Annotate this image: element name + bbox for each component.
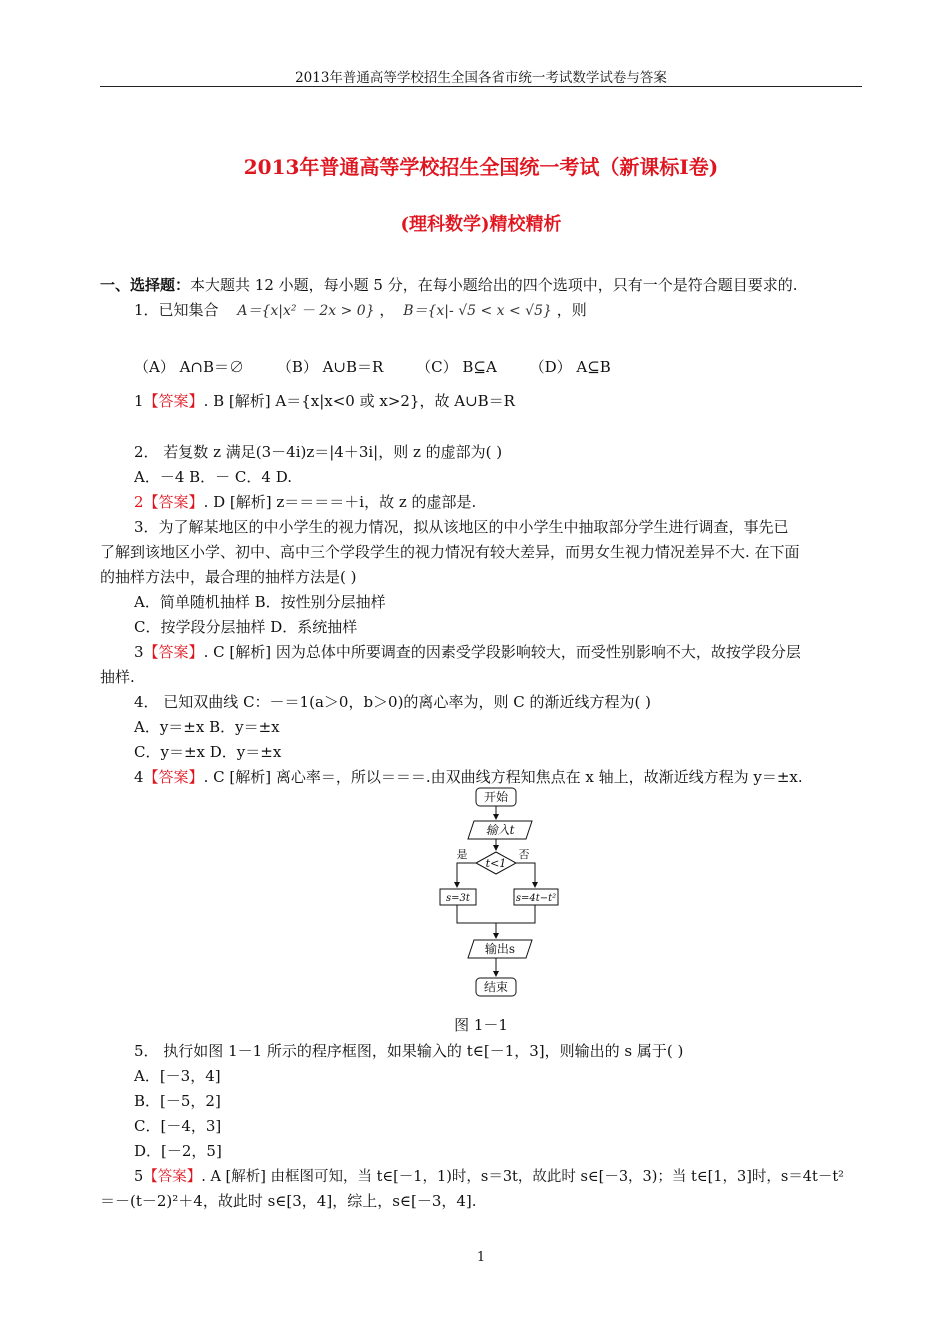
q1-option-c: （C） B⊆A (416, 358, 497, 376)
q3-options-2: C．按学段分层抽样 D．系统抽样 (134, 618, 358, 636)
q5-option-b: B．[－5，2] (134, 1092, 221, 1110)
q3-answer-cont: 抽样. (100, 668, 135, 686)
q1-option-d: （D） A⊆B (529, 358, 611, 376)
q1-answer (134, 390, 515, 411)
q5-answer-tag: 【答案】 (143, 1169, 202, 1185)
flow-left-label: s=3t (446, 893, 470, 904)
q1-answer-text: . B [解析] A＝{x|x<0 或 x>2}，故 A∪B＝R (203, 392, 515, 410)
q4-answer-tag: 【答案】 (143, 768, 204, 786)
page-number: 1 (476, 1250, 486, 1265)
q2-answer-text: . D [解析] z＝＝＝＝＋i，故 z 的虚部是. (203, 493, 477, 511)
q5-option-d: D．[－2，5] (134, 1142, 222, 1160)
q1-tail: ，则 (556, 301, 587, 319)
flow-yes-label: 是 (456, 848, 468, 861)
q4-answer-no: 4 (134, 768, 144, 786)
q4-options-1: A．y＝±x B．y＝±x (134, 718, 280, 736)
flow-input-label: 输入t (485, 823, 515, 837)
q1-set-b: B＝{x|- √5 < x < √5} (403, 303, 552, 319)
q3-answer-no: 3 (134, 643, 144, 661)
q1-stem: 1．已知集合 A＝{x|x² － 2x > 0} ， B＝{x|- √5 < x < √5} ，则 (134, 301, 587, 319)
q5-answer-cont: ＝－(t－2)²＋4，故此时 s∈[3，4]，综上，s∈[－3，4]. (100, 1192, 477, 1210)
q2-options: A．－4 B．－ C．4 D. (134, 468, 292, 486)
q3-options-1: A．简单随机抽样 B．按性别分层抽样 (134, 593, 386, 611)
section-intro (100, 274, 798, 295)
q1-answer-no: 1 (134, 392, 144, 410)
section-text: 本大题共 12 小题，每小题 5 分，在每小题给出的四个选项中，只有一个是符合题目要求的. (190, 276, 798, 294)
q3-line-1: 3．为了解某地区的中小学生的视力情况，拟从该地区的中小学生中抽取部分学生进行调查，事先已 (134, 518, 789, 536)
running-header: 2013年普通高等学校招生全国各省市统一考试数学试卷与答案 (295, 70, 667, 86)
q1-answer-tag: 【答案】 (143, 392, 204, 410)
flow-end-label: 结束 (483, 980, 509, 994)
q4-options-2: C．y＝±x D．y＝±x (134, 743, 282, 761)
q5-stem: 5． 执行如图 1－1 所示的程序框图，如果输入的 t∈[－1，3]，则输出的 s 属于( ) (134, 1042, 684, 1060)
q5-answer-text: . A [解析] 由框图可知，当 t∈[－1，1)时，s＝3t，故此时 s∈[－3，3)；当 t∈[1，3]时，s＝4t－t² (201, 1169, 844, 1185)
q5-option-c: C．[－4，3] (134, 1117, 222, 1135)
q1-option-b: （B） A∪B＝R (276, 358, 384, 376)
q5-answer-no: 5 (134, 1169, 144, 1185)
header-rule (100, 86, 862, 87)
q2-stem: 2． 若复数 z 满足(3－4i)z＝|4＋3i|，则 z 的虚部为( ) (134, 443, 503, 461)
q1-set-a: A＝{x|x² － 2x > 0} (237, 303, 375, 319)
flow-right-label: s=4t−t² (515, 893, 557, 904)
q1-options (134, 356, 611, 377)
q3-line-2: 了解到该地区小学、初中、高中三个学段学生的视力情况有较大差异，而男女生视力情况差异不大. 在下面 (100, 543, 800, 561)
flow-cond-label: t<1 (485, 857, 507, 870)
page-title: 2013年普通高等学校招生全国统一考试（新课标Ⅰ卷) (243, 155, 719, 179)
section-label: 一、选择题： (100, 276, 191, 294)
q3-line-3: 的抽样方法中，最合理的抽样方法是( ) (100, 568, 357, 586)
q3-answer (134, 641, 801, 662)
flow-output-label: 输出s (484, 942, 516, 956)
q2-answer-tag: 【答案】 (143, 493, 204, 511)
q4-answer-text: . C [解析] 离心率＝，所以＝＝＝.由双曲线方程知焦点在 x 轴上，故渐近线方程为 y＝±x. (203, 768, 803, 786)
figure-caption: 图 1－1 (454, 1016, 508, 1034)
q5-answer (134, 1165, 844, 1186)
flow-start-label: 开始 (483, 790, 509, 804)
flowchart (420, 784, 580, 1002)
q3-answer-tag: 【答案】 (143, 643, 204, 661)
q2-answer (134, 491, 476, 512)
q3-answer-text: . C [解析] 因为总体中所要调查的因素受学段影响较大，而受性别影响不大，故按学段分层 (203, 643, 801, 661)
q4-stem: 4． 已知双曲线 C：－＝1(a＞0，b＞0)的离心率为，则 C 的渐近线方程为( ) (134, 693, 651, 711)
q2-answer-no: 2 (134, 493, 144, 511)
q1-stem-text: 1．已知集合 (134, 301, 219, 319)
flow-no-label: 否 (518, 848, 530, 861)
q1-option-a: （A） A∩B＝∅ (134, 358, 245, 376)
page-subtitle: (理科数学)精校精析 (400, 214, 562, 235)
q5-option-a: A．[－3，4] (134, 1067, 221, 1085)
